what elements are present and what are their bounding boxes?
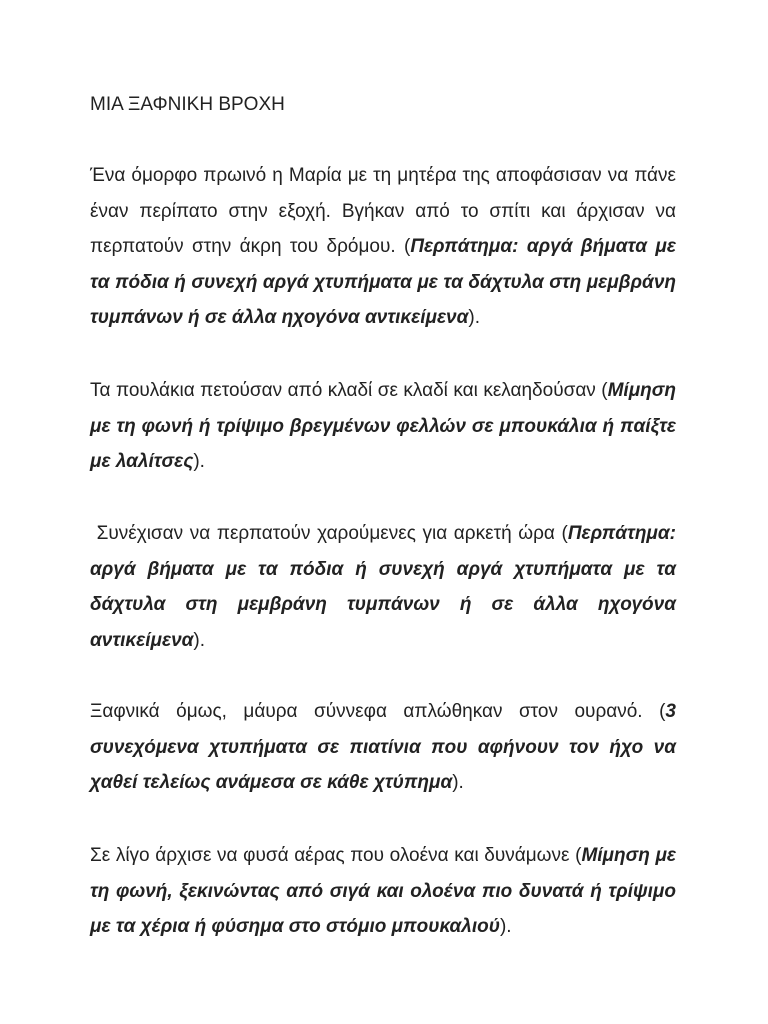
narrative-text: Ένα όμορφο πρωινό η Μαρία με τη μητέρα της αποφάσισαν να πάνε έναν περίπατο στην εξοχή. Βγήκαν από το σπίτι και άρχισαν να περπατούν στην άκρη του δρόμου. ( [90,165,676,257]
story-paragraph-4 [90,694,676,801]
story-paragraph-5 [90,838,676,945]
paragraph-ending: ). [193,629,206,651]
narrative-text: Σε λίγο άρχισε να φυσά αέρας που ολοένα και δυνάμωνε ( [90,845,582,866]
story-paragraph-2 [90,373,676,480]
sound-cue: Περπάτημα: αργά βήματα με τα πόδια ή συνεχή αργά χτυπήματα με τα δάχτυλα στη μεμβράνη τυμπάνων ή σε άλλα ηχογόνα αντικείμενα [90,236,676,328]
paragraph-ending: ). [468,307,481,328]
sound-cue: Περπάτημα: αργά βήματα με τα πόδια ή συνεχή αργά χτυπήματα με τα δάχτυλα στη μεμβράνη τυμπάνων ή σε άλλα ηχογόνα αντικείμενα [90,523,676,651]
sound-cue: Μίμηση με τη φωνή ή τρίψιμο βρεγμένων φελλών σε μπουκάλια ή παίξτε με λαλίτσες [90,380,676,472]
sound-cue: 3 συνεχόμενα χτυπήματα σε πιατίνια που αφήνουν τον ήχο να χαθεί τελείως ανάμεσα σε κάθε χτύπημα [90,701,676,793]
paragraph-ending: ). [193,451,205,472]
story-paragraph-3 [90,516,676,658]
sound-cue: Μίμηση με τη φωνή, ξεκινώντας από σιγά και ολοένα πιο δυνατά ή τρίψιμο με τα χέρια ή φύσημα στο στόμιο μπουκαλιού [90,845,676,937]
narrative-text: Τα πουλάκια πετούσαν από κλαδί σε κλαδί και κελαηδούσαν ( [90,380,608,401]
narrative-text: Ξαφνικά όμως, μάυρα σύννεφα απλώθηκαν στον ουρανό. ( [90,701,666,722]
document-title: ΜΙΑ ΞΑΦΝΙΚΗ ΒΡΟΧΗ [90,94,285,115]
narrative-text: Συνέχισαν να περπατούν χαρούμενες για αρκετή ώρα ( [90,523,568,544]
story-paragraph-1 [90,158,676,336]
paragraph-ending: ). [452,772,464,793]
paragraph-ending: ). [499,916,512,937]
